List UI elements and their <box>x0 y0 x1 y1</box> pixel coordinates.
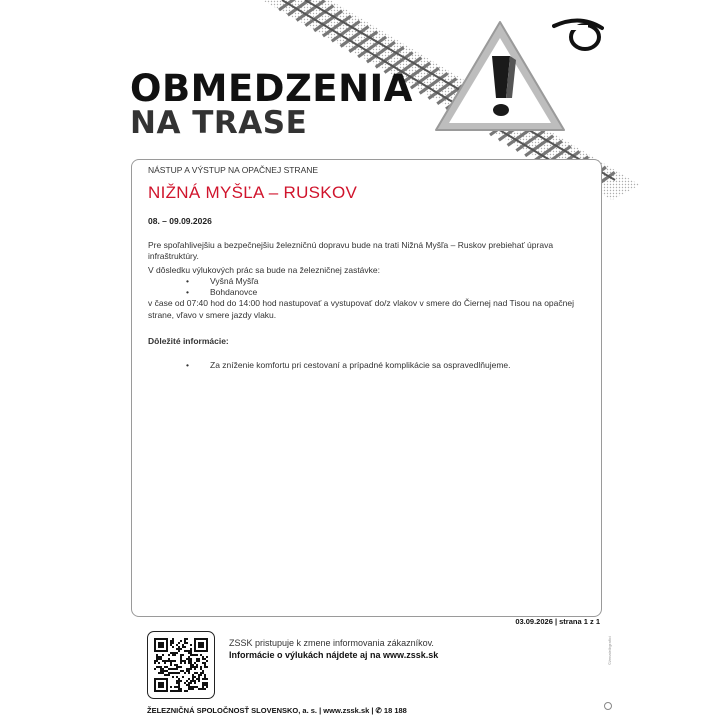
important-list <box>148 360 598 371</box>
info-line-1: ZSSK pristupuje k zmene informovania zákazníkov. <box>229 638 434 648</box>
list-item: • Vyšná Myšľa <box>148 276 598 287</box>
route-heading: NIŽNÁ MYŠĽA – RUSKOV <box>148 183 358 202</box>
stops-list <box>148 276 598 299</box>
notice-subtitle: NÁSTUP A VÝSTUP NA OPAČNEJ STRANE <box>148 165 319 175</box>
important-heading: Dôležité informácie: <box>148 336 229 347</box>
qr-code-icon[interactable] <box>147 631 215 699</box>
warning-triangle-icon <box>430 16 570 136</box>
closure-dates: 08. – 09.09.2026 <box>148 216 212 226</box>
list-item: • Za zníženie komfortu pri cestovaní a prípadné komplikácie sa ospravedlňujeme. <box>148 360 598 371</box>
page-title-line2: NA TRASE <box>130 105 308 141</box>
zssk-logo-icon <box>552 16 604 52</box>
notice-body <box>148 240 598 372</box>
list-item: • Bohdanovce <box>148 287 598 298</box>
notice-panel <box>131 159 602 617</box>
print-credit: ©ženatelbgrafici <box>607 636 612 665</box>
print-mark-icon <box>604 702 612 710</box>
paragraph-intro: Pre spoľahlivejšiu a bezpečnejšiu železničnú dopravu bude na trati Nižná Myšľa – Ruskov prebiehať úprava infraštruktúry. <box>148 240 554 262</box>
paragraph-details: v čase od 07:40 hod do 14:00 hod nastupovať a vystupovať do/z vlakov v smere do Čiernej nad Tisou na opačnej strane, vľavo v smere jazdy vlaku. <box>148 298 574 320</box>
page-title-line1: OBMEDZENIA <box>130 67 413 110</box>
paragraph-consequence: V dôsledku výlukových prác sa bude na železničnej zastávke: <box>148 264 380 275</box>
company-line: ŽELEZNIČNÁ SPOLOČNOSŤ SLOVENSKO, a. s. | www.zssk.sk | ✆ 18 188 <box>147 706 407 715</box>
info-line-2: Informácie o výlukách nájdete aj na www.zssk.sk <box>229 650 439 660</box>
issue-date-page: 03.09.2026 | strana 1 z 1 <box>515 617 600 626</box>
